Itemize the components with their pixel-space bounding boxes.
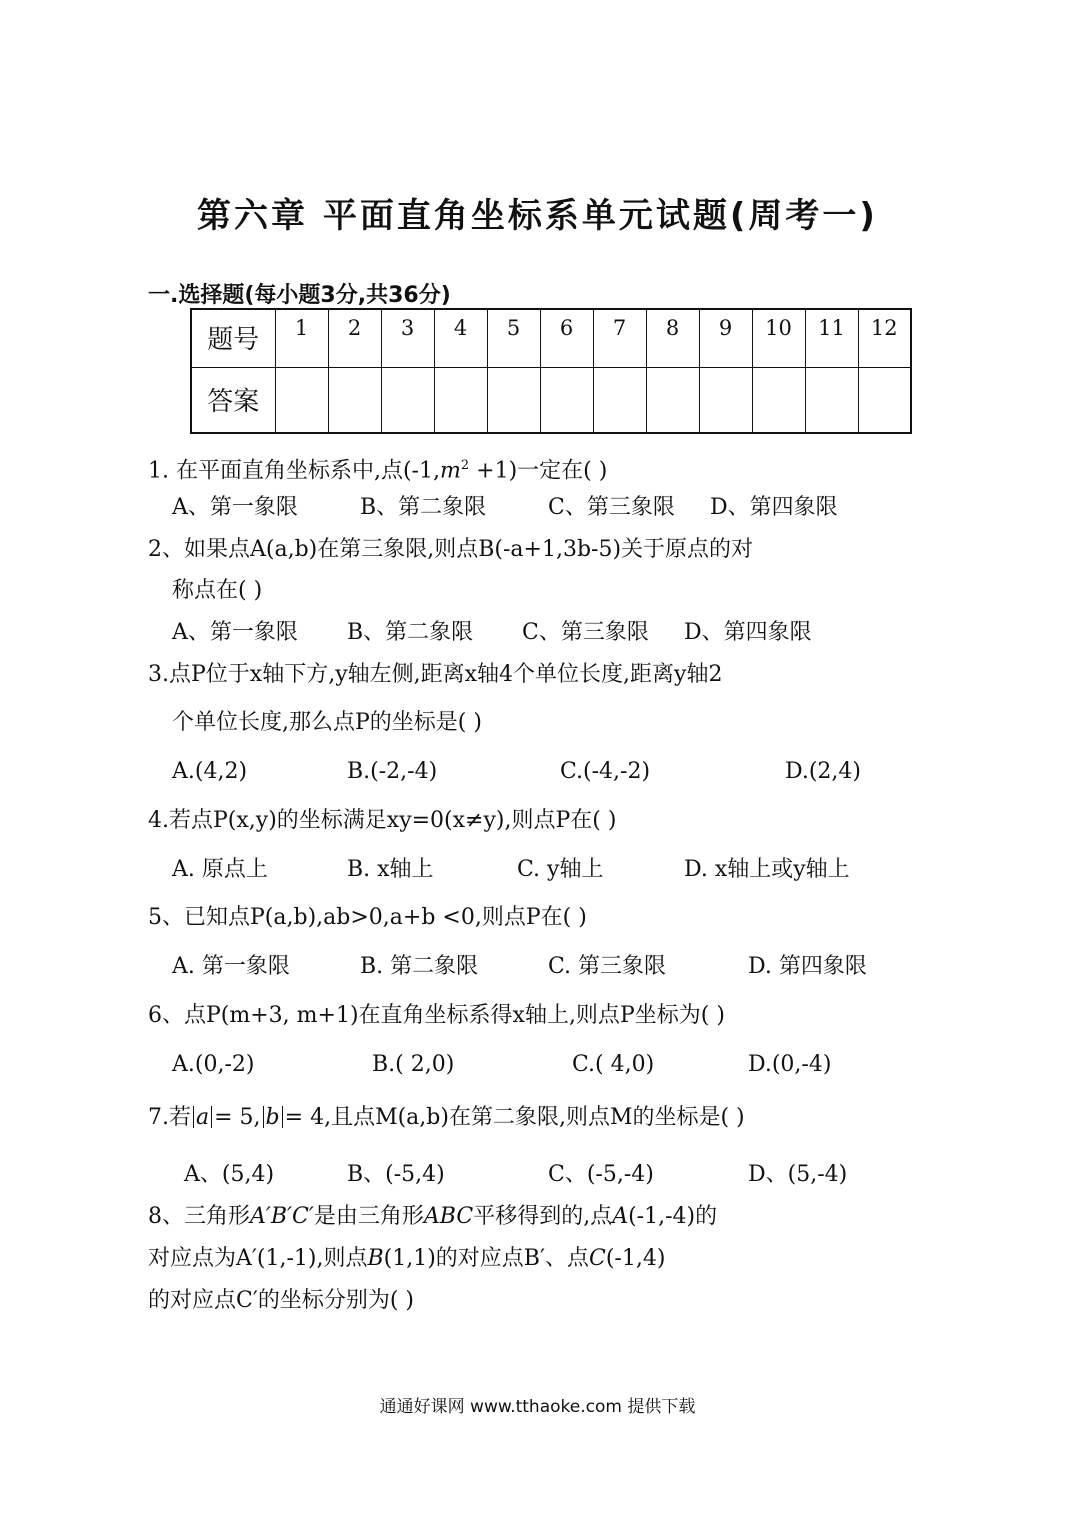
page-title: 第六章 平面直角坐标系单元试题(周考一) bbox=[197, 196, 878, 236]
answer-cell[interactable] bbox=[593, 367, 646, 433]
answer-table bbox=[190, 308, 912, 434]
question-number-cell: 6 bbox=[540, 309, 593, 367]
option-a[interactable]: A、第一象限 bbox=[172, 620, 298, 645]
q1-exponent: 2 bbox=[460, 458, 470, 473]
option-b[interactable]: B.(-2,-4) bbox=[347, 759, 438, 784]
option-d[interactable]: D、(5,-4) bbox=[748, 1162, 848, 1187]
question-number-cell: 12 bbox=[858, 309, 911, 367]
q8-part: 平移得到的,点 bbox=[473, 1204, 613, 1229]
answer-cell[interactable] bbox=[646, 367, 699, 433]
option-b[interactable]: B.( 2,0) bbox=[372, 1052, 455, 1077]
option-a[interactable]: A. 第一象限 bbox=[172, 954, 290, 979]
option-d[interactable]: D、第四象限 bbox=[684, 620, 812, 645]
q8-triangle: ABC bbox=[423, 1204, 474, 1229]
option-d[interactable]: D.(0,-4) bbox=[748, 1052, 832, 1077]
option-a[interactable]: A.(0,-2) bbox=[172, 1052, 255, 1077]
answer-cell[interactable] bbox=[699, 367, 752, 433]
question-number-cell: 7 bbox=[593, 309, 646, 367]
row-label-answer: 答案 bbox=[191, 367, 275, 433]
question-8-stem bbox=[148, 1203, 717, 1231]
answer-cell[interactable] bbox=[487, 367, 540, 433]
question-number-cell: 10 bbox=[752, 309, 805, 367]
answer-cell[interactable] bbox=[434, 367, 487, 433]
question-3-stem-cont: 个单位长度,那么点P的坐标是( ) bbox=[172, 710, 482, 735]
option-c[interactable]: C、(-5,-4) bbox=[548, 1162, 654, 1187]
answer-row bbox=[191, 367, 911, 433]
option-b[interactable]: B. 第二象限 bbox=[360, 954, 479, 979]
question-3-stem: 3.点P位于x轴下方,y轴左侧,距离x轴4个单位长度,距离y轴2 bbox=[148, 662, 723, 687]
option-c[interactable]: C. 第三象限 bbox=[548, 954, 667, 979]
option-b[interactable]: B、第二象限 bbox=[360, 495, 487, 520]
q8-part: (-1,4) bbox=[605, 1246, 666, 1271]
q7-abs-a: a bbox=[196, 1105, 210, 1130]
answer-cell[interactable] bbox=[858, 367, 911, 433]
question-number-cell: 1 bbox=[275, 309, 328, 367]
option-d[interactable]: D. 第四象限 bbox=[748, 954, 867, 979]
question-5-stem: 5、已知点P(a,b),ab>0,a+b <0,则点P在( ) bbox=[148, 905, 587, 930]
answer-cell[interactable] bbox=[381, 367, 434, 433]
q8-part: 8、三角形 bbox=[148, 1204, 250, 1229]
section-heading: 一.选择题(每小题3分,共36分) bbox=[148, 283, 451, 308]
option-a[interactable]: A、(5,4) bbox=[184, 1162, 275, 1187]
option-c[interactable]: C.(-4,-2) bbox=[560, 759, 651, 784]
question-2-stem: 2、如果点A(a,b)在第三象限,则点B(-a+1,3b-5)关于原点的对 bbox=[148, 537, 754, 562]
option-b[interactable]: B. x轴上 bbox=[347, 857, 434, 882]
question-number-cell: 2 bbox=[328, 309, 381, 367]
q7-eq-b: = 4 bbox=[284, 1105, 325, 1130]
q8-part: 是由三角形 bbox=[313, 1204, 424, 1229]
question-number-cell: 5 bbox=[487, 309, 540, 367]
q8-part: (-1,-4)的 bbox=[628, 1204, 718, 1229]
q8-point-a: A bbox=[612, 1204, 629, 1229]
question-6-stem: 6、点P(m+3, m+1)在直角坐标系得x轴上,则点P坐标为( ) bbox=[148, 1003, 725, 1028]
answer-cell[interactable] bbox=[540, 367, 593, 433]
q7-eq-a: = 5, bbox=[214, 1105, 261, 1130]
option-c[interactable]: C、第三象限 bbox=[548, 495, 675, 520]
q8-part: (1,1)的对应点B′、点 bbox=[383, 1246, 589, 1271]
question-8-stem-end: 的对应点C′的坐标分别为( ) bbox=[148, 1288, 414, 1313]
question-number-cell: 3 bbox=[381, 309, 434, 367]
option-a[interactable]: A.(4,2) bbox=[172, 759, 248, 784]
q7-abs-b: b bbox=[265, 1105, 280, 1130]
question-number-row bbox=[191, 309, 911, 367]
q7-suffix: ,且点M(a,b)在第二象限,则点M的坐标是( ) bbox=[324, 1105, 745, 1130]
question-7-stem bbox=[148, 1104, 745, 1132]
question-8-stem-cont bbox=[148, 1245, 665, 1273]
question-4-stem: 4.若点P(x,y)的坐标满足xy=0(x≠y),则点P在( ) bbox=[148, 808, 617, 833]
q8-triangle-prime: A′B′C′ bbox=[250, 1204, 314, 1229]
option-c[interactable]: C. y轴上 bbox=[517, 857, 604, 882]
option-c[interactable]: C.( 4,0) bbox=[572, 1052, 655, 1077]
option-b[interactable]: B、第二象限 bbox=[347, 620, 474, 645]
q7-prefix: 7.若 bbox=[148, 1105, 191, 1130]
q1-variable: m bbox=[439, 458, 461, 484]
question-number-cell: 9 bbox=[699, 309, 752, 367]
option-d[interactable]: D. x轴上或y轴上 bbox=[684, 857, 850, 882]
q1-stem-part: +1)一定在( ) bbox=[469, 458, 608, 484]
q8-point-b: B bbox=[367, 1246, 384, 1271]
option-b[interactable]: B、(-5,4) bbox=[347, 1162, 445, 1187]
option-a[interactable]: A. 原点上 bbox=[172, 857, 268, 882]
answer-cell[interactable] bbox=[328, 367, 381, 433]
q1-stem-part: 1. 在平面直角坐标系中,点(-1, bbox=[148, 458, 440, 484]
answer-cell[interactable] bbox=[275, 367, 328, 433]
q8-point-c: C bbox=[588, 1246, 606, 1271]
answer-cell[interactable] bbox=[805, 367, 858, 433]
option-c[interactable]: C、第三象限 bbox=[522, 620, 649, 645]
footer-credit: 通通好课网 www.tthaoke.com 提供下载 bbox=[379, 1397, 696, 1417]
option-a[interactable]: A、第一象限 bbox=[172, 495, 298, 520]
question-number-cell: 4 bbox=[434, 309, 487, 367]
question-1-stem bbox=[148, 452, 607, 485]
option-d[interactable]: D、第四象限 bbox=[710, 495, 838, 520]
row-label-number: 题号 bbox=[191, 309, 275, 367]
answer-cell[interactable] bbox=[752, 367, 805, 433]
question-number-cell: 8 bbox=[646, 309, 699, 367]
question-2-stem-cont: 称点在( ) bbox=[172, 578, 263, 603]
option-d[interactable]: D.(2,4) bbox=[785, 759, 862, 784]
q8-part: 对应点为A′(1,-1),则点 bbox=[148, 1246, 368, 1271]
question-number-cell: 11 bbox=[805, 309, 858, 367]
